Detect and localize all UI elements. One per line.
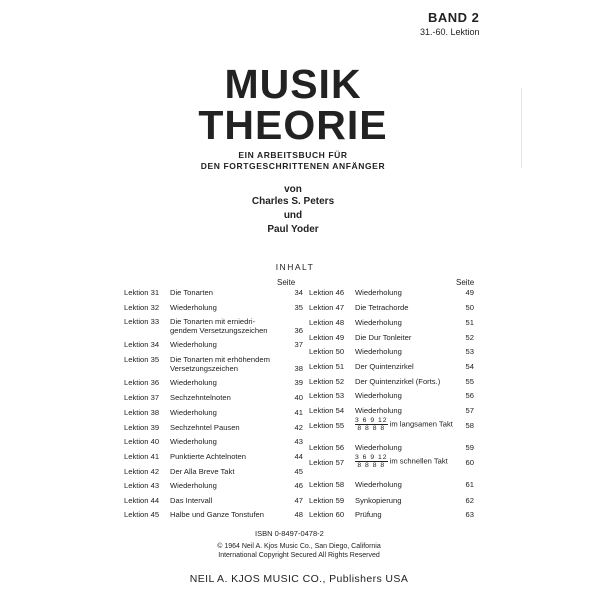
lesson-topic-text: Wiederholung — [170, 378, 217, 387]
lesson-number: Lektion 33 — [124, 317, 160, 326]
page-number: 51 — [465, 318, 474, 327]
lesson-number: Lektion 35 — [124, 355, 160, 364]
lesson-topic-text-2: gendem Versetzungszeichen — [170, 326, 268, 335]
lesson-topic — [170, 510, 264, 519]
lesson-number: Lektion 50 — [309, 347, 345, 356]
lesson-topic-text: Wiederholung — [355, 480, 402, 489]
lesson-topic — [170, 423, 240, 432]
lesson-topic — [170, 393, 231, 402]
time-signature-numerators: 3 6 9 12 — [355, 454, 388, 461]
lesson-topic-text: Der Quintenzirkel — [355, 362, 414, 371]
time-signature-numerators: 3 6 9 12 — [355, 417, 388, 424]
copyright-line-2: International Copyright Secured All Rights Reserved — [218, 552, 380, 559]
toc-row — [124, 510, 314, 530]
lesson-topic — [355, 347, 402, 356]
lesson-topic — [170, 467, 234, 476]
lesson-topic — [170, 340, 217, 349]
page-number: 56 — [465, 391, 474, 400]
lesson-number: Lektion 36 — [124, 378, 160, 387]
lesson-number: Lektion 34 — [124, 340, 160, 349]
lesson-topic-text: Der Quintenzirkel (Forts.) — [355, 377, 441, 386]
lesson-topic-text: Wiederholung — [355, 347, 402, 356]
time-signature-denominators: 8 8 8 8 — [357, 462, 386, 469]
lesson-topic — [355, 480, 402, 489]
lesson-number: Lektion 55 — [309, 421, 345, 430]
page-number: 37 — [294, 340, 303, 349]
page-number: 53 — [465, 347, 474, 356]
lesson-topic-text: Punktierte Achtelnoten — [170, 452, 246, 461]
lesson-number: Lektion 46 — [309, 288, 345, 297]
lesson-number: Lektion 42 — [124, 467, 160, 476]
page-column-label-left: Seite — [277, 278, 296, 287]
lesson-number: Lektion 38 — [124, 408, 160, 417]
lesson-number: Lektion 47 — [309, 303, 345, 312]
time-signatures — [355, 454, 388, 469]
lesson-topic-text: Wiederholung — [170, 408, 217, 417]
lesson-topic-text: Wiederholung — [170, 303, 217, 312]
page-number: 54 — [465, 362, 474, 371]
time-signature-denominators: 8 8 8 8 — [357, 425, 386, 432]
toc-row — [124, 355, 314, 375]
lesson-topic-text: Sechzehntel Pausen — [170, 423, 240, 432]
lesson-topic — [355, 303, 408, 312]
lesson-topic — [355, 417, 453, 432]
lesson-topic — [355, 391, 402, 400]
lesson-number: Lektion 59 — [309, 496, 345, 505]
publisher: NEIL A. KJOS MUSIC CO., Publishers USA — [189, 573, 409, 585]
lesson-number: Lektion 31 — [124, 288, 160, 297]
time-signatures — [355, 417, 388, 432]
lesson-number: Lektion 48 — [309, 318, 345, 327]
lesson-topic — [170, 303, 217, 312]
lesson-topic — [355, 288, 402, 297]
lesson-topic — [355, 377, 440, 386]
lesson-number: Lektion 51 — [309, 362, 345, 371]
lesson-topic-text: Die Tonarten — [170, 288, 213, 297]
lesson-topic — [170, 408, 217, 417]
lesson-topic-text: Halbe und Ganze Tonstufen — [170, 510, 265, 519]
page-number: 62 — [465, 496, 474, 505]
lesson-topic-text: im langsamen Takt — [387, 419, 453, 429]
page-number: 44 — [294, 452, 303, 461]
lesson-number: Lektion 40 — [124, 437, 160, 446]
isbn: ISBN 0-8497-0478-2 — [255, 529, 324, 538]
page-number: 39 — [294, 378, 303, 387]
lesson-number: Lektion 60 — [309, 510, 345, 519]
lesson-topic-text: Sechzehntelnoten — [170, 393, 231, 402]
page-number: 57 — [465, 406, 474, 415]
lesson-topic — [170, 452, 246, 461]
page-number: 61 — [465, 480, 474, 489]
lesson-topic-text: Wiederholung — [355, 318, 402, 327]
lesson-topic-text: Der Alla Breve Takt — [170, 467, 235, 476]
lesson-topic-text: Die Tonarten mit erniedri- — [170, 317, 256, 326]
scan-edge-line — [521, 88, 522, 168]
lesson-topic — [355, 443, 402, 452]
lesson-number: Lektion 37 — [124, 393, 160, 402]
copyright-line-1: © 1964 Neil A. Kjos Music Co., San Diego, California — [217, 543, 381, 550]
page-number: 63 — [465, 510, 474, 519]
lesson-number: Lektion 57 — [309, 458, 345, 467]
lesson-topic — [355, 362, 414, 371]
lesson-range: 31.-60. Lektion — [420, 27, 480, 37]
lesson-number: Lektion 41 — [124, 452, 160, 461]
lesson-topic — [170, 378, 217, 387]
lesson-topic-text: Die Dur Tonleiter — [355, 333, 412, 342]
lesson-topic — [170, 496, 212, 505]
lesson-number: Lektion 53 — [309, 391, 345, 400]
lesson-number: Lektion 49 — [309, 333, 345, 342]
contents-heading: INHALT — [275, 262, 315, 272]
lesson-topic — [170, 437, 217, 446]
lesson-topic-text: Die Tonarten mit erhöhendem — [170, 355, 270, 364]
lesson-topic-text: Prüfung — [355, 510, 382, 519]
lesson-topic-text: Wiederholung — [355, 391, 402, 400]
author-2: Paul Yoder — [267, 224, 319, 235]
lesson-topic — [355, 406, 402, 415]
lesson-topic — [170, 288, 213, 297]
lesson-topic — [170, 355, 270, 373]
volume-label: BAND 2 — [428, 10, 480, 25]
page-number: 42 — [294, 423, 303, 432]
lesson-number: Lektion 52 — [309, 377, 345, 386]
lesson-number: Lektion 56 — [309, 443, 345, 452]
lesson-topic — [355, 510, 382, 519]
lesson-number: Lektion 54 — [309, 406, 345, 415]
lesson-topic-text: Wiederholung — [170, 437, 217, 446]
lesson-topic — [355, 454, 448, 469]
page-number: 43 — [294, 437, 303, 446]
lesson-topic-text: Wiederholung — [355, 288, 402, 297]
page-number: 60 — [465, 458, 474, 467]
page-number: 35 — [294, 303, 303, 312]
subtitle-line-1: EIN ARBEITSBUCH FÜR — [238, 150, 348, 160]
toc-row — [124, 317, 314, 337]
page-number: 52 — [465, 333, 474, 342]
lesson-topic — [355, 496, 401, 505]
lesson-topic-text: Die Tetrachorde — [355, 303, 409, 312]
lesson-number: Lektion 58 — [309, 480, 345, 489]
lesson-topic-text: Wiederholung — [355, 443, 402, 452]
lesson-topic — [355, 333, 411, 342]
page-number: 49 — [465, 288, 474, 297]
page-number: 59 — [465, 443, 474, 452]
page-number: 34 — [294, 288, 303, 297]
lesson-number: Lektion 44 — [124, 496, 160, 505]
page-number: 45 — [294, 467, 303, 476]
lesson-topic-text: Wiederholung — [170, 481, 217, 490]
lesson-topic — [170, 317, 268, 335]
lesson-topic-text: Wiederholung — [170, 340, 217, 349]
title-line-2: THEORIE — [198, 102, 388, 148]
toc-row — [309, 454, 499, 478]
page-number: 46 — [294, 481, 303, 490]
subtitle-line-2: DEN FORTGESCHRITTENEN ANFÄNGER — [200, 161, 386, 171]
lesson-number: Lektion 32 — [124, 303, 160, 312]
lesson-topic — [355, 318, 402, 327]
lesson-topic-text: Das Intervall — [170, 496, 213, 505]
toc-row — [309, 417, 499, 441]
lesson-topic-text-2: Versetzungszeichen — [170, 364, 238, 373]
page-number: 55 — [465, 377, 474, 386]
page-number: 38 — [294, 364, 303, 373]
lesson-number: Lektion 43 — [124, 481, 160, 490]
toc-row — [309, 510, 499, 530]
lesson-number: Lektion 45 — [124, 510, 160, 519]
page-column-label-right: Seite — [456, 278, 475, 287]
lesson-number: Lektion 39 — [124, 423, 160, 432]
by-label: von — [284, 184, 302, 195]
lesson-topic-text: Synkopierung — [355, 496, 402, 505]
page-number: 58 — [465, 421, 474, 430]
page-number: 47 — [294, 496, 303, 505]
page-number: 41 — [294, 408, 303, 417]
page-number: 40 — [294, 393, 303, 402]
lesson-topic-text: Wiederholung — [355, 406, 402, 415]
lesson-topic — [170, 481, 217, 490]
and-label: und — [283, 210, 303, 221]
page-number: 36 — [294, 326, 303, 335]
page-number: 50 — [465, 303, 474, 312]
page-number: 48 — [294, 510, 303, 519]
author-1: Charles S. Peters — [251, 196, 335, 207]
title-line-1: MUSIK — [224, 61, 362, 107]
lesson-topic-text: im schnellen Takt — [387, 456, 448, 466]
